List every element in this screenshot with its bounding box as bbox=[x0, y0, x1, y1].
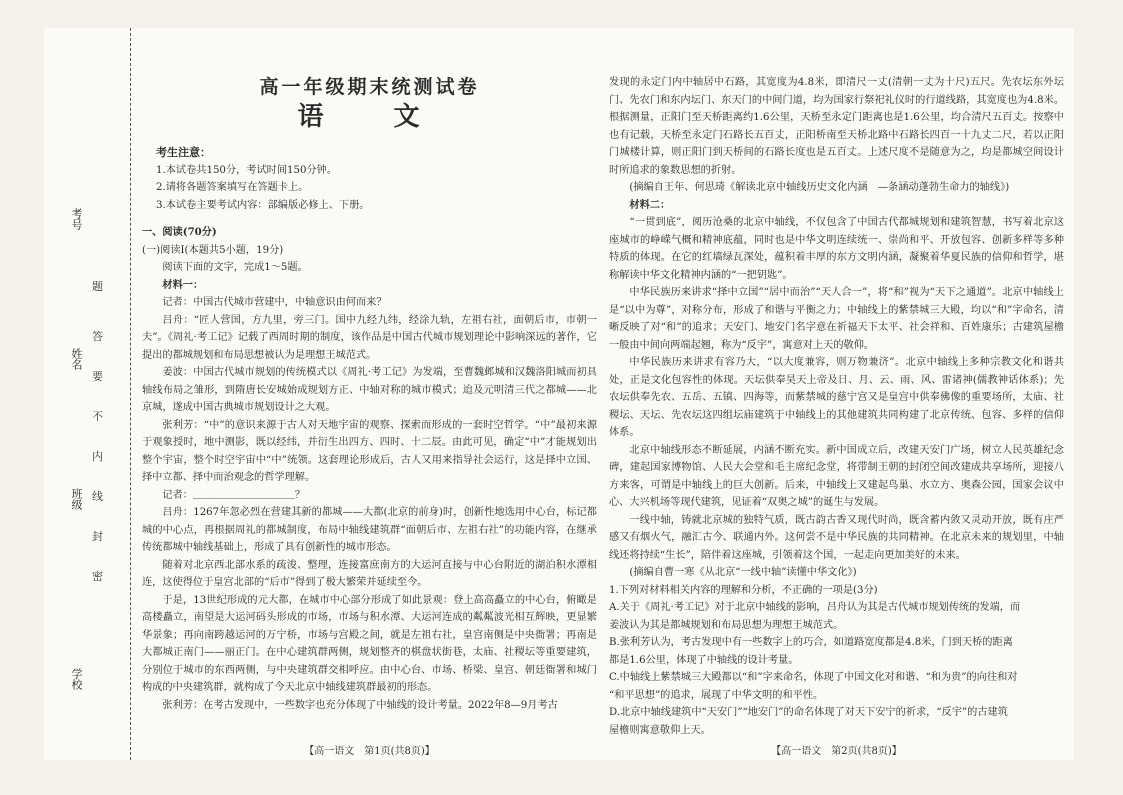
notice-item: 2.请将各题答案填写在答题卡上。 bbox=[156, 182, 309, 193]
section-heading: 一、阅读(70分) bbox=[142, 226, 217, 238]
seal-char: 题 bbox=[92, 280, 103, 293]
paragraph: 记者：＿＿＿＿＿＿＿＿＿＿？ bbox=[162, 489, 306, 501]
page-footer: 【高一语文 第1页(共8页)】 bbox=[304, 745, 435, 757]
seal-char: 答 bbox=[92, 330, 103, 343]
option-d bbox=[609, 704, 1064, 739]
notice-item: 3.本试卷主要考试内容：部编版必修上、下册。 bbox=[156, 199, 370, 211]
option-c bbox=[609, 669, 1064, 704]
label-xuexiao: 学校 bbox=[70, 668, 83, 690]
seal-char: 封 bbox=[92, 530, 103, 543]
subsection-heading: (一)阅读Ⅰ(本题共5小题，19分) bbox=[142, 244, 284, 256]
source-citation: (摘编自曹一寒《从北京“一线中轴”读懂中华文化》) bbox=[629, 567, 857, 578]
option-a bbox=[609, 599, 1064, 634]
label-banji: 班级 bbox=[70, 488, 83, 510]
option-text: 北京中轴线建筑中“天安门”“地安门”的命名体现了对天下安宁的祈求，“反宇”的古建筑 bbox=[620, 707, 1008, 718]
material-2-label: 材料二： bbox=[629, 198, 671, 211]
notice-item: 1.本试卷共150分，考试时间150分钟。 bbox=[156, 164, 338, 176]
paragraph: 于是，13世纪形成的元大都，在城市中心部分形成了如此景观：登上高高矗立的中心台，俯瞰是高楼矗立，南望是大运河码头形成的市场，市场与积水潭、大运河连成的粼粼波光相互辉映，更显繁华景象；再向南跨越运河的万宁桥，市场与宫殿之间，就是左祖右社，皇宫南侧是中央衙署；再南是大都城正南门——丽正门。在中心建筑群两侧，规划整齐的棋盘状街巷，太庙、社稷坛等重要建筑，分别位于城市的东西两侧，与中央建筑群交相呼应。由中心台、市场、桥梁、皇宫、朝廷衙署和城门构成的中央建筑群，就构成了今天北京中轴线建筑群最初的形态。 bbox=[142, 594, 597, 693]
seal-char: 线 bbox=[92, 490, 103, 503]
material-1-label: 材料一： bbox=[162, 278, 204, 291]
paragraph: 中华民族历来讲求有容乃大，“以大度兼容，则万物兼济”。北京中轴线上多种宗教文化和谐共处，正是文化包容性的体现。天坛供奉昊天上帝及日、月、云、雨、风、雷诸神(儒教神话体系)；先农坛供奉先农、五岳、五镇、四海等，而紫禁城的慈宁宫又是皇宫中供奉佛像的重要场所，太庙、社稷坛、天坛、先农坛这四组坛庙建筑于中轴线上的其他建筑共同构建了北京传统、包容、多样的信仰体系。 bbox=[609, 357, 1064, 438]
label-xingming: 姓名 bbox=[70, 348, 83, 370]
notice-title: 考生注意： bbox=[156, 146, 211, 159]
paragraph: 发现的永定门内中轴居中石路，其宽度为4.8米，即清尺一丈(清朝一丈为十尺)五尺。先农坛东外坛门、先农门和东内坛门、东天门的中间门道，均为国家行祭祀礼仪时的行道线路，其宽度也为4.8米。根据测量，正阳门至天桥距离约1.6公里，天桥至永定门距离也是1.6公里，均合清尺五百丈。按察中也有记载，天桥至永定门石路长五百丈，正阳桥南至天桥北路中石路长四百一十九丈二尺，若以正阳门城楼计算，则正阳门到天桥间的石路长度也是五百丈。上述尺度不是随意为之，均是都城空间设计时所追求的象数思想的折射。 bbox=[609, 77, 1064, 176]
binding-margin bbox=[44, 28, 131, 760]
page-1 bbox=[142, 28, 597, 760]
option-text: 中轴线上紫禁城三大殿都以“和”字来命名，体现了中国文化对和谐、“和为贵”的向往和对 bbox=[619, 672, 1018, 683]
seal-char: 密 bbox=[92, 570, 103, 583]
paragraph: 记者：中国古代城市营建中，中轴意识由何而来？ bbox=[162, 297, 387, 308]
option-text: 姜波认为其是都城规划和布局思想为理想王城范式。 bbox=[609, 619, 844, 631]
subject-title: 语 文 bbox=[297, 102, 442, 132]
seal-char: 要 bbox=[92, 370, 103, 383]
instruction: 阅读下面的文字，完成1～5题。 bbox=[162, 262, 308, 273]
option-text: “和平思想”的追求，展现了中华文明的和平性。 bbox=[609, 689, 824, 701]
paragraph: 中华民族历来讲求“择中立国”“居中而治”“天人合一”，将“和”视为“天下之通道”。北京中轴线上是“以中为尊”，对称分布，形成了和谐与平衡之力；中轴线上的紫禁城三大殿，均以“和”字命名，清晰反映了对“和”的追求；天安门、地安门名字意在祈福天下太平、社会祥和、百姓康乐；古建筑屋檐一般由中间向两端起翘，称为“反宇”，寓意对上天的敬仰。 bbox=[609, 287, 1064, 351]
paragraph: 张利芳：“中”的意识来源于古人对天地宇宙的观察、探索而形成的一套时空哲学。“中”最初来源于观象授时，地中测影，既以经纬，并衍生出四方、四时、十二辰。由此可见，确定“中”才能规划出整个宇宙，整个时空宇宙中“中”统领。这套理论形成后，古人又用来指导社会运行，这是择中立国、择中立都、择中而治观念的哲学理解。 bbox=[142, 419, 597, 483]
label-kaohao: 考号 bbox=[70, 208, 83, 230]
paragraph: 北京中轴线形态不断延展，内涵不断充实。新中国成立后，改建天安门广场，树立人民英雄纪念碑，建起国家博物馆、人民大会堂和毛主席纪念堂，将带制王朝的封闭空间改建成共享场所，迎接八方来客，可谓是中轴线上的巨大创新。后来，中轴线上又建起鸟巢、水立方、奥森公园，国家会议中心、大兴机场等现代建筑，见证着“双奥之城”的诞生与发展。 bbox=[609, 444, 1064, 508]
paragraph: 随着对北京西北部水系的疏浚、整理，连接富庶南方的大运河直接与中心台附近的湖泊积水潭相连，这使得位于皇宫北部的“后市”得到了极大繁荣并延续至今。 bbox=[142, 559, 597, 588]
paragraph: 吕舟：1267年忽必烈在营建其新的都城——大都(北京的前身)时，创新性地选用中心台，标记都城的中心点，再根据周礼的都城制度，布局中轴线建筑群“面朝后市、左祖右社”的功能内容，在继承传统都城中轴线基础上，形成了具有创新性的城市形态。 bbox=[142, 507, 597, 553]
question: 1.下列对材料相关内容的理解和分析，不正确的一项是(3分) bbox=[609, 584, 878, 596]
option-label: B. bbox=[609, 637, 620, 648]
paragraph: 吕舟：“匠人营国，方九里，旁三门。国中九经九纬，经涂九轨，左祖右社，面朝后市，市朝一夫”。《周礼·考工记》记载了西周时期的制度，该作品是中国古代城市规划理论中影响深远的著作，它提出的都城规划和布局思想被认为是理想王城范式。 bbox=[142, 314, 597, 361]
option-text: 张利芳认为，考古发现中有一些数字上的巧合，如道路宽度都是4.8米，门到天桥的距离 bbox=[619, 637, 1013, 648]
paragraph: 一线中轴，铸就北京城的独特气质，既古韵古香又现代时尚，既含蓄内敛又灵动开放，既有庄严感又有烟火气，融汇古今、联通内外。这何尝不是中华民族的共同精神。在北京未来的规划里，中轴线还将持续“生长”，陪伴着这座城，引领着这个国，一起走向更加美好的未来。 bbox=[609, 514, 1064, 561]
option-b bbox=[609, 634, 1064, 669]
option-label: A. bbox=[609, 602, 620, 613]
paragraph: “一贯到底”，阅历沧桑的北京中轴线，不仅包含了中国古代都城规划和建筑智慧，书写着北京这座城市的峥嵘气概和精神底蕴，同时也是中华文明连续统一、崇尚和平、开放包容、创新多样等多种特质的体现。在它的红墙绿瓦深处，蕴积着丰厚的东方文明内涵，凝聚着华夏民族的信仰和哲学，堪称解读中华文化精神内涵的“一把钥匙”。 bbox=[609, 217, 1064, 281]
paragraph: 姜波：中国古代城市规划的传统模式以《周礼·考工记》为发端，至曹魏邺城和汉魏洛阳城而初具轴线布局之雏形，到隋唐长安城始成规划方正、中轴对称的城市模式；迨及元明清三代之都城——北京城，遂成中国古典城市规划设计之大观。 bbox=[142, 367, 597, 413]
option-text: 屋檐则寓意敬仰上天。 bbox=[609, 724, 711, 736]
exam-sheet bbox=[44, 28, 1074, 760]
page-footer: 【高一语文 第2页(共8页)】 bbox=[771, 745, 902, 757]
option-text: 都是1.6公里，体现了中轴线的设计考量。 bbox=[609, 654, 799, 666]
seal-char: 内 bbox=[92, 450, 103, 463]
option-text: 关于《周礼·考工记》对于北京中轴线的影响，吕舟认为其是古代城市规划传统的发端，而 bbox=[619, 602, 1021, 613]
source-citation: (摘编自王年、何思琦《解读北京中轴线历史文化内涵 —条涵动蓬勃生命力的轴线》) bbox=[629, 182, 1010, 193]
exam-title: 高一年级期末统测试卷 bbox=[259, 76, 480, 98]
seal-char: 不 bbox=[92, 410, 103, 423]
page-2 bbox=[609, 28, 1064, 760]
option-label: C. bbox=[609, 672, 620, 683]
option-label: D. bbox=[609, 707, 621, 718]
paragraph: 张利芳：在考古发现中，一些数字也充分体现了中轴线的设计考量。2022年8—9月考古 bbox=[162, 699, 558, 711]
